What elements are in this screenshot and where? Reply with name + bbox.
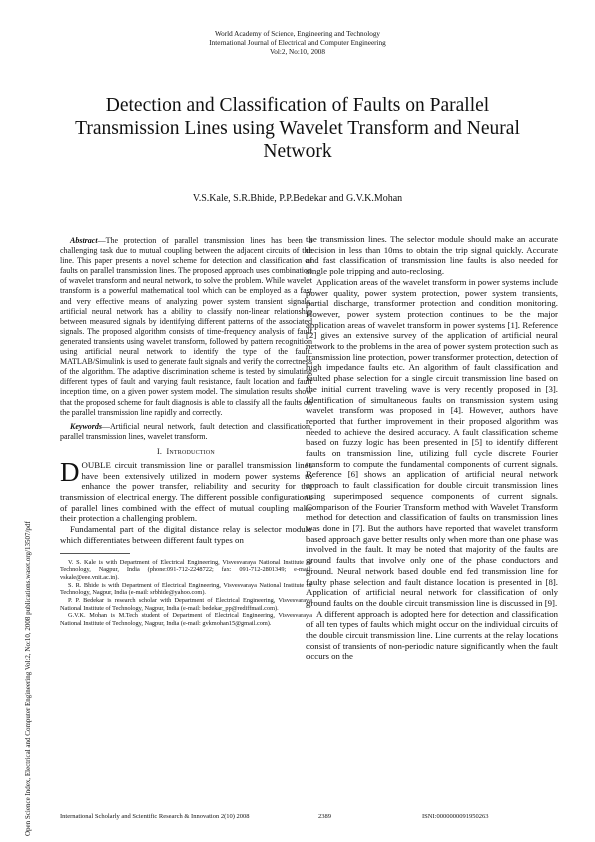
drop-cap: D [60,456,80,487]
journal-header [0,30,595,57]
journal-header-line3: Vol:2, No:10, 2008 [270,48,325,56]
right-paragraph-2: Application areas of the wavelet transform in power systems include power quality, power system protection, power system transients, partial discharge, transformer protection and condition monitoring. However, power system protection continues to be the major application areas of wavelet transform in power systems [1]. Reference [2] gives an extensive survey of the application of artificial neural network to the problems in the area of power system protection such as transmission line protection, power transformer protection, detection of high impedance faults etc. An algorithm of fault classification and faulted phase selection for a single circuit transmission line based on the initial current traveling wave is very recently proposed in [3]. Identification of simultaneous faults on transmission system using wavelet transform was proposed in [4]. However, authors have reported that further improvement in their proposed algorithm was needed to achieve the desired accuracy. A fault classification scheme based on fuzzy logic has been presented in [5] to identify different faults on transmission line, utilizing full cycle discrete Fourier transform to compute the fundamental components of current signals. Reference [6] shows an application of artificial neural network approach to fault classification for double circuit transmission lines using superimposed sequence components of current signals. Comparison of the Fourier Transform method with Wavelet Transform method for detection and classification of faults on transmission lines was done in [7]. But the authors have reported that wavelet transform based approach gave better results only when more than one phase was involved in the fault. It may be noted that majority of the faults are ground faults that involve only one of the phase conductors and ground. Neural network based double end fed transmission line for faulty phase selection and fault distance location is presented in [8]. Application of artificial neural network for classification of only ground faults on the double circuit transmission line is discussed in [9]. [306,276,558,608]
intro-paragraph-1-text: OUBLE circuit transmission line or parallel transmission lines have been extensively utilized in modern power systems to enhance the power transfer, reliability and security for the transmission of electrical energy. The different possible configurations of parallel lines combined with the effect of mutual coupling make their protection a challenging problem. [60,459,312,524]
intro-paragraph-2: Fundamental part of the digital distance relay is selector module which differentiates between different fault types on [60,524,312,545]
footnote-2: S. R. Bhide is with Department of Electrical Engineering, Visvesvaraya National Institute of Technology, Nagpur, India (e-mail: srbhide@yahoo.com). [60,581,312,597]
index-sidebar [24,276,36,836]
journal-header-line2: International Journal of Electrical and Computer Engineering [209,39,386,47]
keywords-label: Keywords [70,421,102,431]
right-paragraph-1: the transmission lines. The selector module should make an accurate decision in less than 10ms to obtain the trip signal quickly. Accurate and fast classification of transmission line faults is also needed for single pole tripping and auto-reclosing. [306,234,558,277]
abstract-label: Abstract [70,236,98,245]
abstract [60,236,312,418]
footer-isni: ISNI:0000000091950263 [422,813,489,820]
footer-page-number: 2389 [318,813,331,820]
index-sidebar-text[interactable]: Open Science Index, Electrical and Computer Engineering Vol:2, No:10, 2008 publications.waset.org/13507/pdf [24,521,32,836]
section-number: I. [157,446,163,456]
footer-journal: International Scholarly and Scientific Research & Innovation 2(10) 2008 [60,813,250,820]
paper-title: Detection and Classification of Faults on Parallel Transmission Lines using Wavelet Transform and Neural Network [75,95,520,162]
right-paragraph-3: A different approach is adopted here for detection and classification of all ten types of faults which might occur on the individual circuits of the double circuit transmission line. Line currents at the relay locations consist of transients of non-periodic nature significantly when the fault occurs on the [306,608,558,662]
footnote-4: G.V.K. Mohan is M.Tech student of Department of Electrical Engineering, Visvesvaraya National Institute of Technology, Nagpur, India (e-mail: gvkmohan15@gmail.com). [60,612,312,628]
right-column [306,234,558,662]
keywords [60,422,312,442]
footnote-1: V. S. Kale is with Department of Electrical Engineering, Visvesvaraya National Institute of Technology, Nagpur, India (phone:091-712-2248722; fax: 091-712-2801349; e-mail: vskale@eee.vnit.ac.in). [60,558,312,581]
footnote-3: P. P. Bedekar is research scholar with Department of Electrical Engineering, Visvesvaraya National Institute of Technology, Nagpur, India (e-mail: bedekar_pp@rediffmail.com). [60,597,312,612]
footnote-rule [60,553,130,554]
section-title: Introduction [166,446,215,456]
paper-authors: V.S.Kale, S.R.Bhide, P.P.Bedekar and G.V.K.Mohan [192,193,403,204]
journal-header-line1: World Academy of Science, Engineering and Technology [214,30,381,38]
left-column [60,236,312,628]
section-heading [60,447,312,456]
keywords-text: —Artificial neural network, fault detection and classification, parallel transmission lines, wavelet transform. [60,421,312,441]
abstract-text: —The protection of parallel transmission lines has been a challenging task due to mutual coupling between the adjacent circuits of the line. This paper presents a novel scheme for detection and classification of faults on parallel transmission lines. The proposed approach uses combination of wavelet transform and neural network, to solve the problem. While wavelet transform is a powerful mathematical tool which can be employed as a fast and very effective means of analyzing power system transient signals, artificial neural network has a ability to classify non-linear relationship between measured signals by identifying different patterns of the associated signals. The proposed algorithm consists of time-frequency analysis of fault generated transients using wavelet transform, followed by pattern recognition using artificial neural network to identify the type of the fault. MATLAB/Simulink is used to generate fault signals and verify the correctness of the algorithm. The adaptive discrimination scheme is tested by simulating different types of fault and varying fault resistance, fault location and fault inception time, on a given power system model. The simulation results show that the proposed scheme for fault diagnosis is able to classify all the faults on the parallel transmission line rapidly and correctly. [60,236,312,417]
intro-paragraph-1 [60,456,312,524]
